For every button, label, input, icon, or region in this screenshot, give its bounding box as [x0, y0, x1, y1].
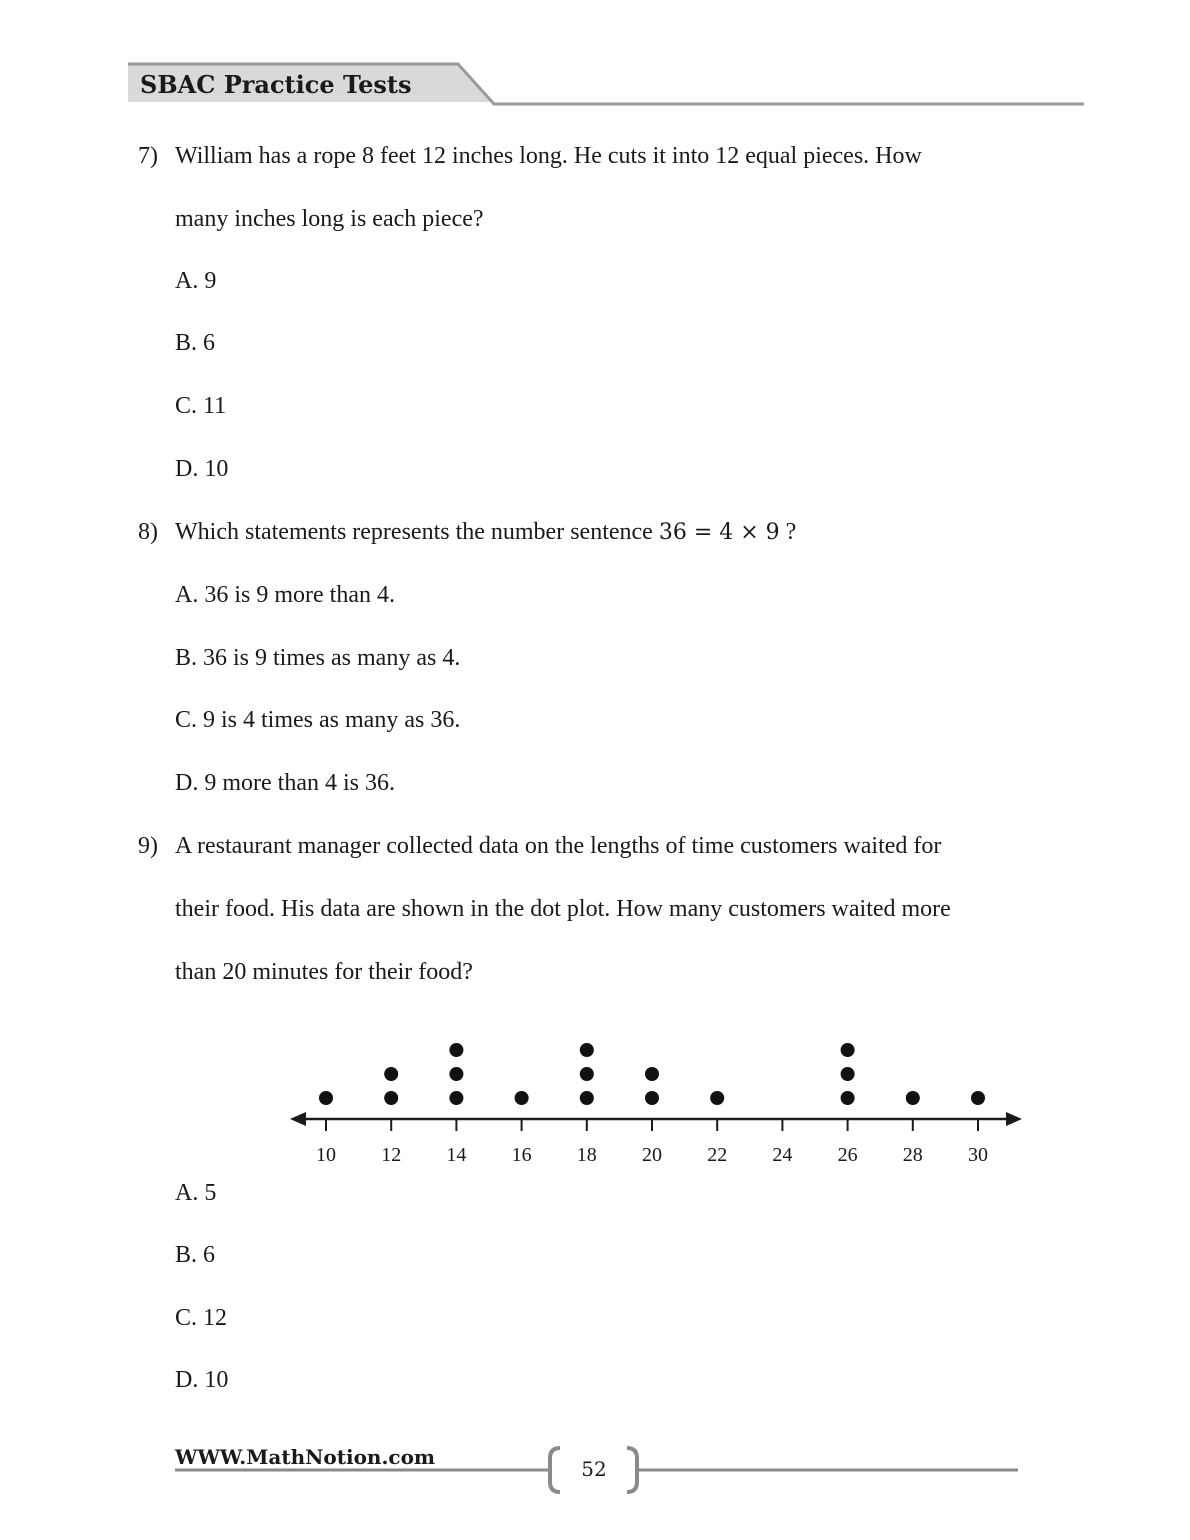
question-number: 8) — [138, 519, 158, 545]
question-text-line: their food. His data are shown in the dot plot. How many customers waited more — [175, 896, 951, 922]
data-dot-14-1 — [449, 1091, 463, 1105]
answer-option-9c[interactable]: C. 12 — [175, 1305, 228, 1331]
axis-arrow-right — [1006, 1112, 1022, 1126]
answer-option-7a[interactable]: A. 9 — [175, 268, 217, 294]
question-text-line: many inches long is each piece? — [175, 206, 484, 232]
footer-website: WWW.MathNotion.com — [175, 1445, 436, 1469]
question-text: Which statements represents the number sentence — [175, 519, 659, 545]
tick-label-18: 18 — [576, 1144, 597, 1166]
data-dot-10-1 — [319, 1091, 333, 1105]
answer-option-9d[interactable]: D. 10 — [175, 1367, 229, 1393]
tick-label-16: 16 — [511, 1144, 532, 1166]
tick-label-14: 14 — [446, 1144, 467, 1166]
answer-option-9a[interactable]: A. 5 — [175, 1180, 217, 1206]
tick-label-12: 12 — [381, 1144, 402, 1166]
data-dot-26-2 — [841, 1067, 855, 1081]
header-title: SBAC Practice Tests — [140, 70, 412, 99]
answer-option-7c[interactable]: C. 11 — [175, 393, 227, 419]
tick-label-30: 30 — [968, 1144, 988, 1166]
data-dot-12-2 — [384, 1067, 398, 1081]
question-text-line — [175, 519, 796, 546]
data-dot-16-1 — [515, 1091, 529, 1105]
data-dot-12-1 — [384, 1091, 398, 1105]
question-text-line: than 20 minutes for their food? — [175, 959, 473, 985]
question-text-line: A restaurant manager collected data on the lengths of time customers waited for — [175, 833, 942, 859]
page-number: 52 — [581, 1457, 607, 1481]
question-number: 7) — [138, 143, 158, 169]
answer-option-8a[interactable]: A. 36 is 9 more than 4. — [175, 582, 395, 608]
data-dot-18-2 — [580, 1067, 594, 1081]
answer-option-7d[interactable]: D. 10 — [175, 456, 229, 482]
answer-option-8c[interactable]: C. 9 is 4 times as many as 36. — [175, 707, 461, 733]
data-dot-18-1 — [580, 1091, 594, 1105]
data-dot-22-1 — [710, 1091, 724, 1105]
answer-option-8d[interactable]: D. 9 more than 4 is 36. — [175, 770, 395, 796]
answer-option-8b[interactable]: B. 36 is 9 times as many as 4. — [175, 645, 461, 671]
tick-label-24: 24 — [772, 1144, 793, 1166]
data-dot-14-2 — [449, 1067, 463, 1081]
data-dot-26-1 — [841, 1091, 855, 1105]
tick-label-28: 28 — [902, 1144, 923, 1166]
tick-label-22: 22 — [707, 1144, 728, 1166]
data-dot-18-3 — [580, 1043, 594, 1057]
number-sentence: 36 = 4 × 9 — [658, 520, 780, 545]
data-dot-30-1 — [971, 1091, 985, 1105]
tick-label-10: 10 — [316, 1144, 336, 1166]
page-header — [128, 62, 1086, 108]
answer-option-7b[interactable]: B. 6 — [175, 330, 216, 356]
axis-arrow-left — [290, 1112, 306, 1126]
data-dot-14-3 — [449, 1043, 463, 1057]
answer-option-9b[interactable]: B. 6 — [175, 1242, 216, 1268]
question-text-line: William has a rope 8 feet 12 inches long. He cuts it into 12 equal pieces. How — [175, 143, 922, 169]
tick-label-26: 26 — [837, 1144, 858, 1166]
data-dot-20-2 — [645, 1067, 659, 1081]
data-dot-28-1 — [906, 1091, 920, 1105]
data-dot-26-3 — [841, 1043, 855, 1057]
question-mark: ? — [779, 519, 797, 545]
tick-label-20: 20 — [642, 1144, 662, 1166]
data-dot-20-1 — [645, 1091, 659, 1105]
question-number: 9) — [138, 833, 158, 859]
